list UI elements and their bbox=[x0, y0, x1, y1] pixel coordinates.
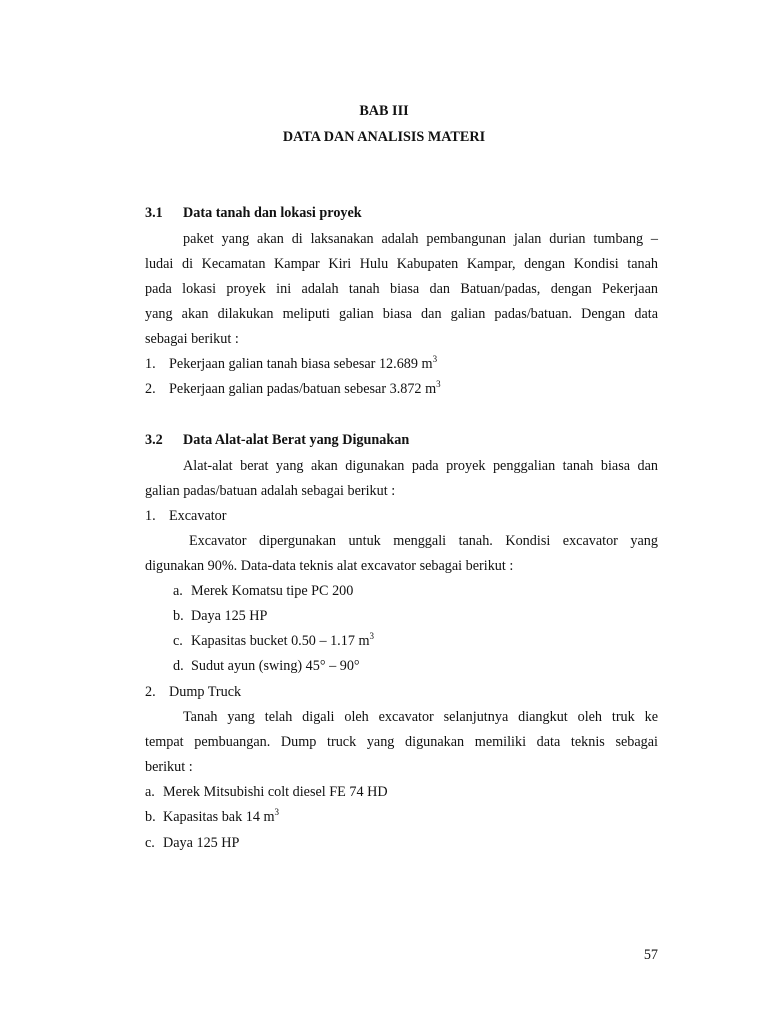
paragraph-line: ludai di Kecamatan Kampar Kiri Hulu Kabupaten Kampar, dengan Kondisi tanah bbox=[145, 256, 658, 272]
spec-text: Sudut ayun (swing) 45° – 90° bbox=[191, 658, 360, 674]
paragraph-line: berikut : bbox=[145, 759, 193, 775]
paragraph-line: digunakan 90%. Data-data teknis alat excavator sebagai berikut : bbox=[145, 558, 514, 574]
list-item bbox=[145, 355, 156, 373]
chapter-label: BAB III bbox=[359, 103, 409, 119]
section-number: 3.1 bbox=[145, 205, 163, 221]
spec-text: Daya 125 HP bbox=[163, 835, 240, 851]
list-marker: 2. bbox=[145, 684, 156, 700]
section-number: 3.2 bbox=[145, 432, 163, 448]
list-marker: 1. bbox=[145, 356, 156, 372]
dump-truck-heading: Dump Truck bbox=[169, 684, 242, 700]
paragraph-line: paket yang akan di laksanakan adalah pembangunan jalan durian tumbang – bbox=[183, 231, 658, 247]
paragraph-line: galian padas/batuan adalah sebagai berikut : bbox=[145, 483, 396, 499]
superscript: 3 bbox=[369, 631, 374, 641]
paragraph-line: Tanah yang telah digali oleh excavator selanjutnya diangkut oleh truk ke bbox=[183, 709, 658, 725]
list-item bbox=[145, 380, 156, 398]
spec-text: Daya 125 HP bbox=[191, 608, 268, 624]
list-marker: 1. bbox=[145, 508, 156, 524]
spec-text: Kapasitas bucket 0.50 – 1.17 $m^3$ bbox=[191, 631, 374, 649]
paragraph-line: Alat-alat berat yang akan digunakan pada proyek penggalian tanah biasa dan bbox=[183, 458, 658, 474]
section-title: Data tanah dan lokasi proyek bbox=[183, 205, 362, 221]
page-number: 57 bbox=[643, 947, 658, 963]
spec-text: Merek Komatsu tipe PC 200 bbox=[191, 583, 354, 599]
spec-marker: a. bbox=[145, 784, 155, 800]
superscript: 3 bbox=[432, 354, 438, 364]
list-item-text: Pekerjaan galian padas/batuan sebesar 3.872 $m^3$ bbox=[169, 379, 441, 397]
spec-text: Merek Mitsubishi colt diesel FE 74 HD bbox=[163, 784, 388, 800]
chapter-title: DATA DAN ANALISIS MATERI bbox=[282, 129, 486, 145]
spec-marker: b. bbox=[173, 608, 184, 624]
paragraph-line: yang akan dilakukan meliputi galian biasa dan galian padas/batuan. Dengan data bbox=[145, 306, 658, 322]
list-marker: 2. bbox=[145, 381, 156, 397]
spec-text: Kapasitas bak 14 $m^3$ bbox=[163, 807, 280, 825]
spec-marker: b. bbox=[145, 809, 156, 825]
paragraph-line: pada lokasi proyek ini adalah tanah biasa dan Batuan/padas, dengan Pekerjaan bbox=[145, 281, 658, 297]
superscript: 3 bbox=[274, 807, 280, 817]
excavator-heading: Excavator bbox=[169, 508, 227, 524]
paragraph-line: Excavator dipergunakan untuk menggali tanah. Kondisi excavator yang bbox=[189, 533, 658, 549]
spec-marker: c. bbox=[173, 633, 183, 649]
spec-marker: a. bbox=[173, 583, 183, 599]
superscript: 3 bbox=[436, 379, 441, 389]
paragraph-line: tempat pembuangan. Dump truck yang digunakan memiliki data teknis sebagai bbox=[145, 734, 658, 750]
section-title: Data Alat-alat Berat yang Digunakan bbox=[183, 432, 410, 448]
paragraph-line: sebagai berikut : bbox=[145, 331, 239, 347]
list-item-text: Pekerjaan galian tanah biasa sebesar 12.689 $m^3$ bbox=[169, 354, 438, 372]
spec-marker: d. bbox=[173, 658, 184, 674]
spec-marker: c. bbox=[145, 835, 155, 851]
